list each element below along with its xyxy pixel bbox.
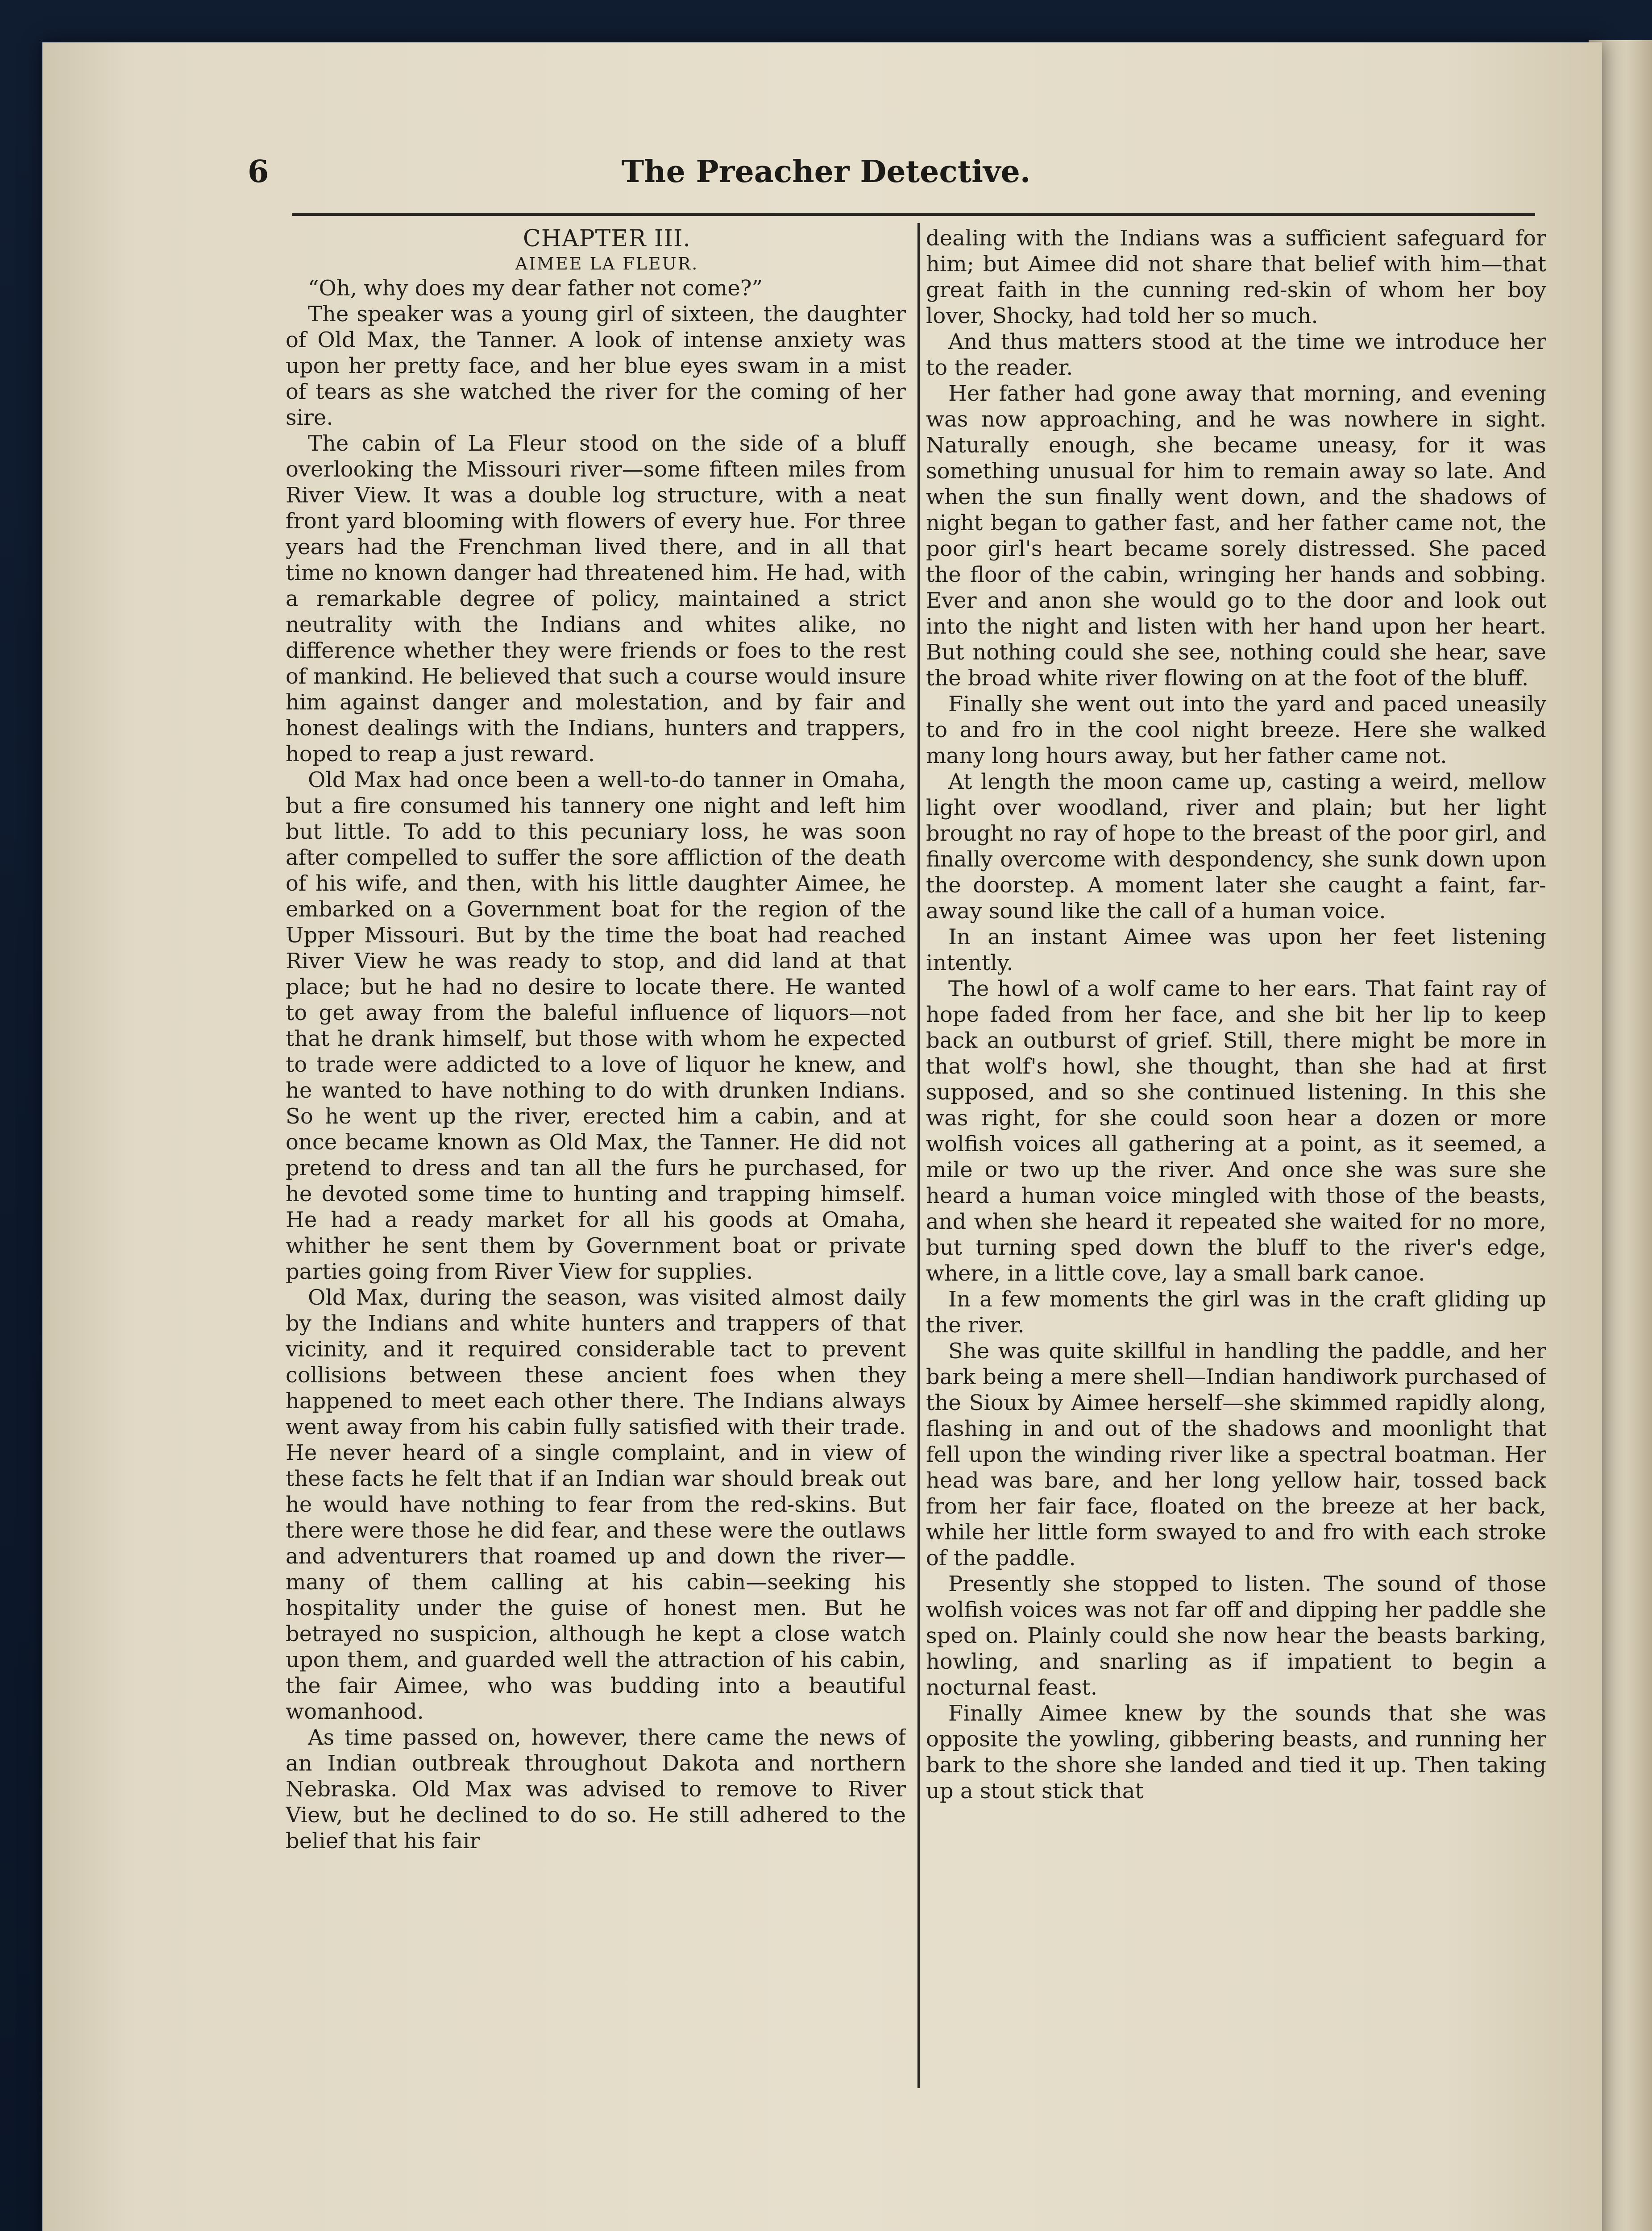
column-divider bbox=[917, 223, 920, 2088]
paragraph: The speaker was a young girl of sixteen, the daughter of Old Max, the Tanner. A look of intense anxiety was upon her pretty face, and her blue eyes swam in a mist of tears as she watched the river for the coming of her sire. bbox=[286, 302, 906, 430]
paragraph: She was quite skillful in handling the paddle, and her bark being a mere shell—Indian handiwork purchased of the Sioux by Aimee herself—she skimmed rapidly along, flashing in and out of the shadows and moonlight that fell upon the winding river like a spectral boatman. Her head was bare, and her long yellow hair, tossed back from her fair face, floated on the breeze at her back, while her little form swayed to and fro with each stroke of the paddle. bbox=[926, 1339, 1546, 1571]
right-column bbox=[926, 225, 1546, 2090]
paragraph: In an instant Aimee was upon her feet listening intently. bbox=[926, 925, 1546, 975]
paragraph: The howl of a wolf came to her ears. That faint ray of hope faded from her face, and she bit her lip to keep back an outburst of grief. Still, there might be more in that wolf's howl, she thought, than she had at first supposed, and so she continued listening. In this she was right, for she could soon hear a dozen or more wolfish voices all gathering at a point, as it seemed, a mile or two up the river. And once she was sure she heard a human voice mingled with those of the beasts, and when she heard it repeated she waited for no more, but turning sped down the bluff to the river's edge, where, in a little cove, lay a small bark canoe. bbox=[926, 976, 1546, 1286]
paragraph: As time passed on, however, there came the news of an Indian outbreak throughout Dakota and northern Nebraska. Old Max was advised to remove to River View, but he declined to do so. He still adhered to the belief that his fair bbox=[286, 1725, 906, 1854]
paragraph: Finally she went out into the yard and paced uneasily to and fro in the cool night breeze. Here she walked many long hours away, but her father came not. bbox=[926, 692, 1546, 768]
left-column bbox=[286, 225, 906, 2090]
paragraph: The cabin of La Fleur stood on the side of a bluff overlooking the Missouri river—some fifteen miles from River View. It was a double log structure, with a neat front yard blooming with flowers of every hue. For three years had the Frenchman lived there, and in all that time no known danger had threatened him. He had, with a remarkable degree of policy, maintained a strict neutrality with the Indians and whites alike, no difference whether they were friends or foes to the rest of mankind. He believed that such a course would insure him against danger and molestation, and by fair and honest dealings with the Indians, hunters and trappers, hoped to reap a just reward. bbox=[286, 431, 906, 767]
paragraph: In a few moments the girl was in the craft gliding up the river. bbox=[926, 1287, 1546, 1338]
paragraph: Old Max had once been a well-to-do tanner in Omaha, but a fire consumed his tannery one night and left him but little. To add to this pecuniary loss, he was soon after compelled to suffer the sore affliction of the death of his wife, and then, with his little daughter Aimee, he embarked on a Government boat for the region of the Upper Missouri. But by the time the boat had reached River View he was ready to stop, and did land at that place; but he had no desire to locate there. He wanted to get away from the baleful influence of liquors—not that he drank himself, but those with whom he expected to trade were addicted to a love of liquor he knew, and he wanted to have nothing to do with drunken Indians. So he went up the river, erected him a cabin, and at once became known as Old Max, the Tanner. He did not pretend to dress and tan all the furs he purchased, for he devoted some time to hunting and trapping himself. He had a ready market for all his goods at Omaha, whither he sent them by Government boat or private parties going from River View for supplies. bbox=[286, 767, 906, 1284]
page-number: 6 bbox=[248, 154, 269, 190]
paragraph: Old Max, during the season, was visited almost daily by the Indians and white hunters and trappers of that vicinity, and it required considerable tact to prevent collisions between these ancient foes when they happened to meet each other there. The Indians always went away from his cabin fully satisfied with their trade. He never heard of a single complaint, and in view of these facts he felt that if an Indian war should break out he would have nothing to fear from the red-skins. But there were those he did fear, and these were the outlaws and adventurers that roamed up and down the river—many of them calling at his cabin—seeking his hospitality under the guise of honest men. But he betrayed no suspicion, although he kept a close watch upon them, and guarded well the attraction of his cabin, the fair Aimee, who was budding into a beautiful womanhood. bbox=[286, 1285, 906, 1724]
header-rule bbox=[292, 213, 1535, 216]
paragraph: And thus matters stood at the time we introduce her to the reader. bbox=[926, 329, 1546, 380]
chapter-subtitle: AIMEE LA FLEUR. bbox=[515, 254, 699, 274]
paragraph: Finally Aimee knew by the sounds that she was opposite the yowling, gibbering beasts, and running her bark to the shore she landed and tied it up. Then taking up a stout stick that bbox=[926, 1701, 1546, 1804]
paragraph: At length the moon came up, casting a weird, mellow light over woodland, river and plain; but her light brought no ray of hope to the breast of the poor girl, and finally overcome with despondency, she sunk down upon the doorstep. A moment later she caught a faint, far-away sound like the call of a human voice. bbox=[926, 769, 1546, 924]
paragraph: Presently she stopped to listen. The sound of those wolfish voices was not far off and dipping her paddle she sped on. Plainly could she now hear the beasts barking, howling, and snarling as if impatient to begin a nocturnal feast. bbox=[926, 1572, 1546, 1700]
chapter-title: CHAPTER III. bbox=[523, 225, 691, 252]
paragraph: “Oh, why does my dear father not come?” bbox=[308, 276, 763, 301]
paragraph-continued: dealing with the Indians was a sufficient safeguard for him; but Aimee did not share that belief with him—that great faith in the cunning red-skin of whom her boy lover, Shocky, had told her so much. bbox=[926, 226, 1546, 328]
running-title: The Preacher Detective. bbox=[621, 154, 1031, 190]
paragraph: Her father had gone away that morning, and evening was now approaching, and he was nowhere in sight. Naturally enough, she became uneasy, for it was something unusual for him to remain away so late. And when the sun finally went down, and the shadows of night began to gather fast, and her father came not, the poor girl's heart became sorely distressed. She paced the floor of the cabin, wringing her hands and sobbing. Ever and anon she would go to the door and look out into the night and listen with her hand upon her heart. But nothing could she see, nothing could she hear, save the broad white river flowing on at the foot of the bluff. bbox=[926, 381, 1546, 691]
